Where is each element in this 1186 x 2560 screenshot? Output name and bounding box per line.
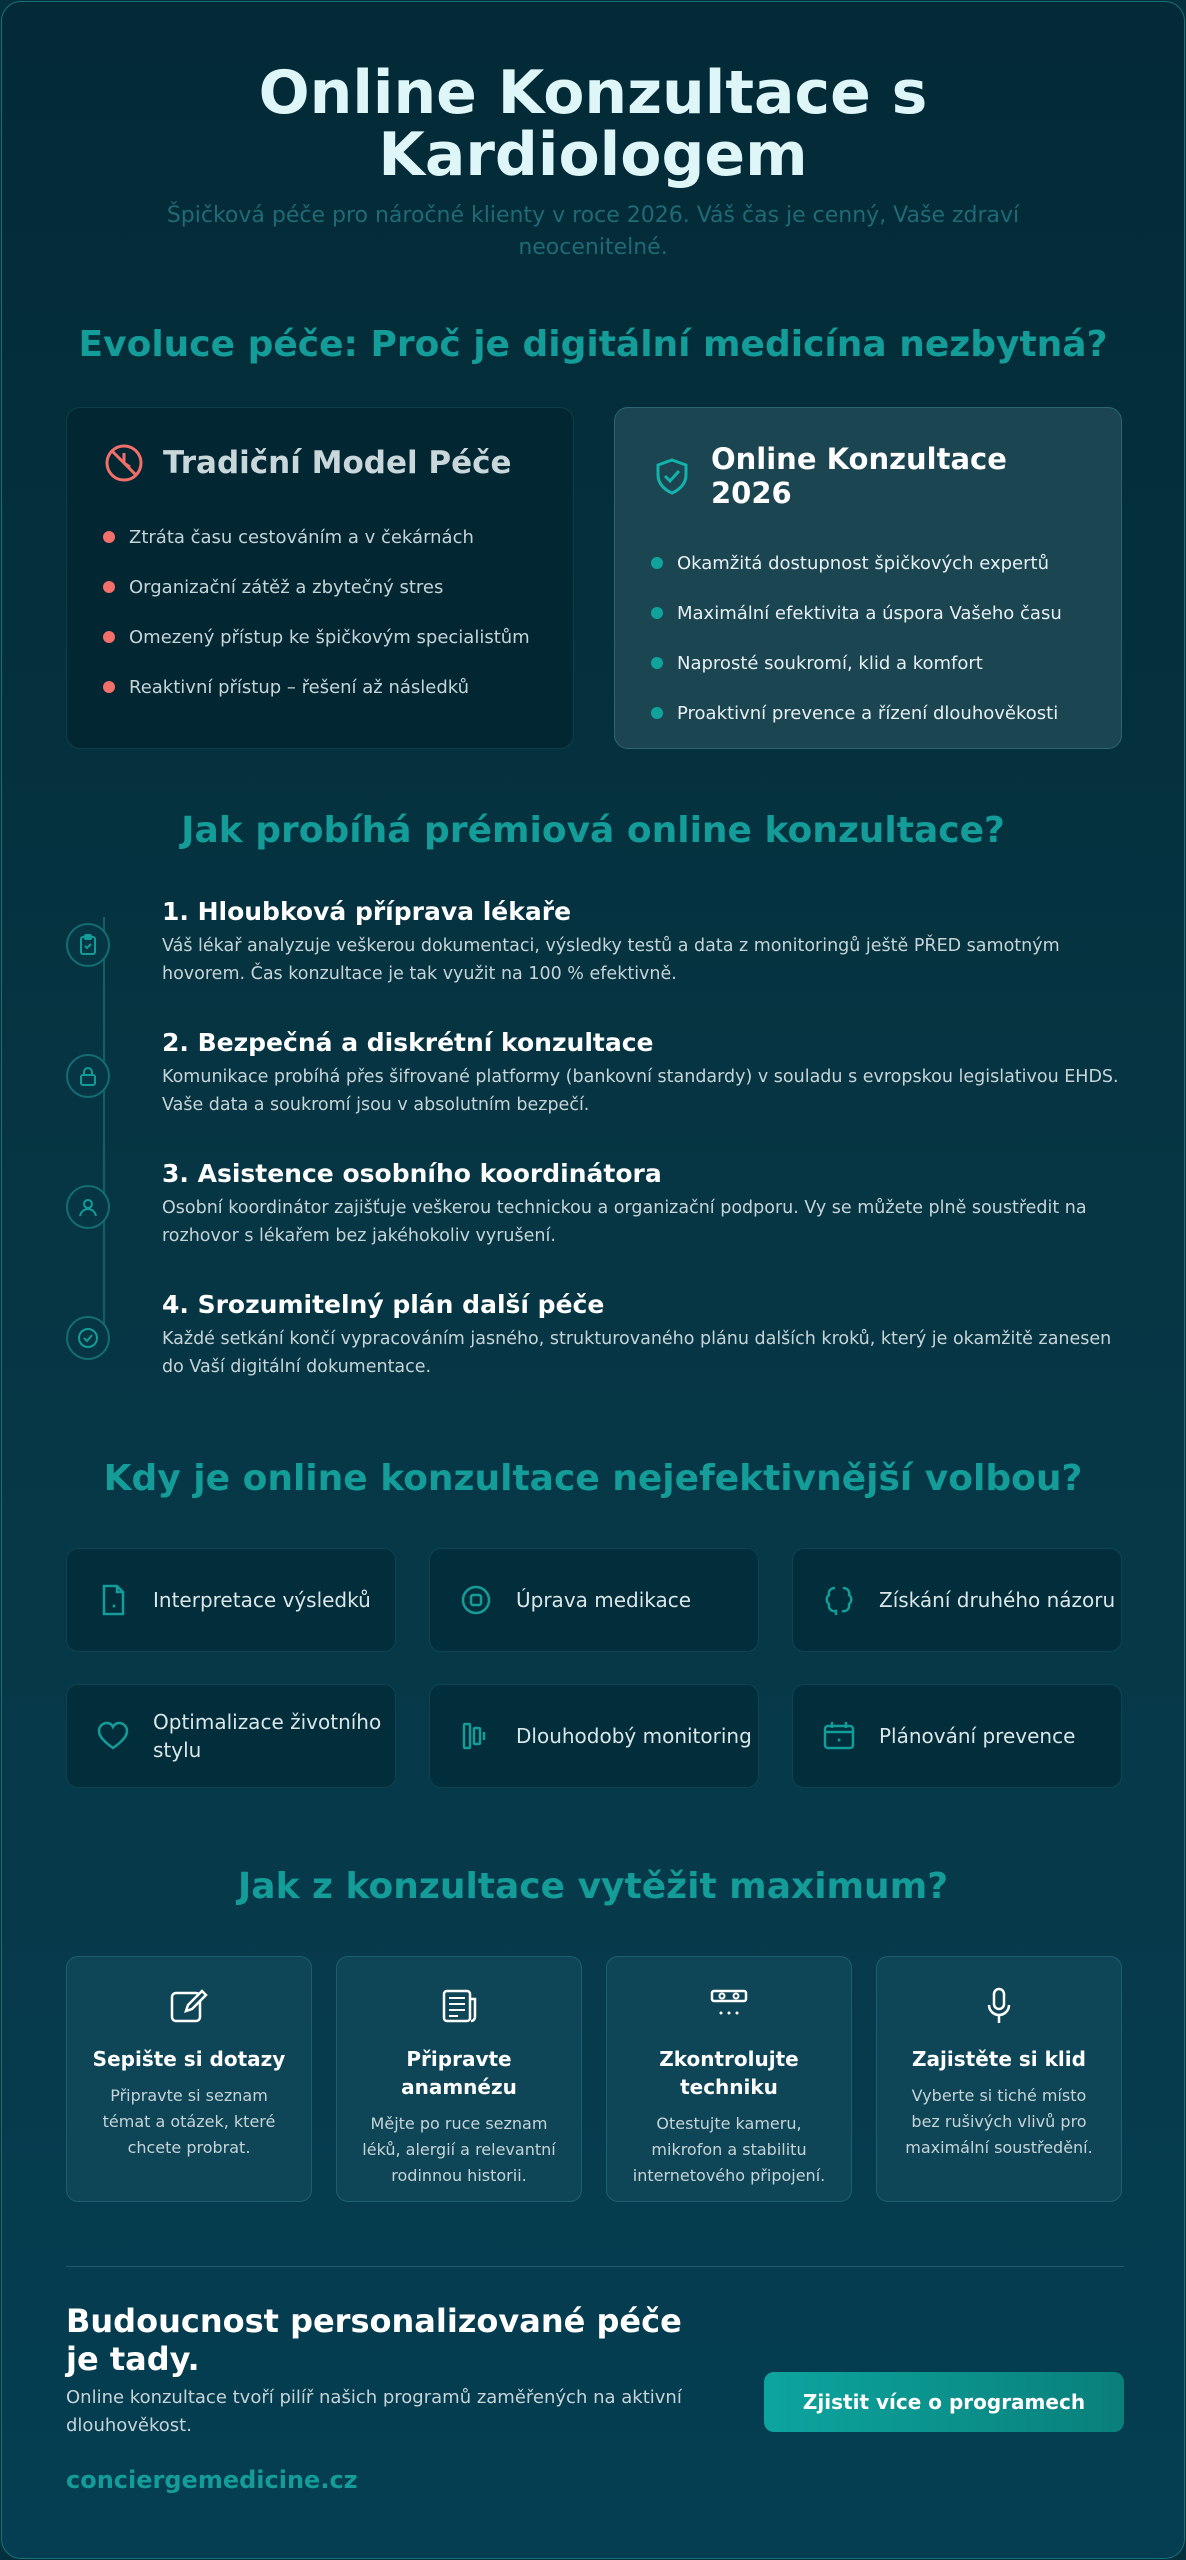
- tip-card: [66, 1956, 312, 2202]
- calendar-icon: [821, 1718, 857, 1754]
- document-icon: [95, 1582, 131, 1618]
- tip-card: [606, 1956, 852, 2202]
- step-title: 4. Srozumitelný plán další péče: [162, 1290, 605, 1319]
- list-item: Reaktivní přístup – řešení až následků: [103, 662, 537, 712]
- usecase-tile: Dlouhodobý monitoring: [429, 1684, 759, 1788]
- divider: [66, 2266, 1124, 2267]
- heart-icon: [95, 1718, 131, 1754]
- tip-text: Otestujte kameru, mikrofon a stabilitu internetového připojení.: [632, 2114, 826, 2185]
- user-icon: [66, 1185, 110, 1229]
- pill-icon: [458, 1582, 494, 1618]
- list-item: Organizační zátěž a zbytečný stres: [103, 562, 537, 612]
- usecase-tile: Plánování prevence: [792, 1684, 1122, 1788]
- hero: [2, 2, 1184, 264]
- newspaper-icon: [436, 1983, 482, 2029]
- usecases-title: Kdy je online konzultace nejefektivnější volbou?: [103, 1458, 1083, 1499]
- process-step: [66, 1290, 1126, 1421]
- lock-icon: [66, 1054, 110, 1098]
- online-title: Online Konzultace 2026: [711, 442, 1007, 510]
- process-steps: [66, 897, 1126, 1421]
- traditional-card: [66, 407, 574, 749]
- process-step: [66, 1159, 1126, 1290]
- list-item: Maximální efektivita a úspora Vašeho času: [651, 588, 1085, 638]
- list-item: Omezený přístup ke špičkovým specialistům: [103, 612, 537, 662]
- tip-title: Zajistěte si klid: [912, 2047, 1086, 2071]
- process-step: [66, 1028, 1126, 1159]
- check-circle-icon: [66, 1316, 110, 1360]
- brain-icon: [821, 1582, 857, 1618]
- footer-title: Budoucnost personalizované péče je tady.: [66, 2302, 682, 2378]
- online-card: [614, 407, 1122, 749]
- page-subtitle: Špičková péče pro náročné klienty v roce 2026. Váš čas je cenný, Vaše zdraví neocenitelné.: [166, 203, 1020, 260]
- footer-text: Online konzultace tvoří pilíř našich programů zaměřených na aktivní dlouhověkost.: [66, 2387, 682, 2436]
- learn-more-button[interactable]: Zjistit více o programech: [764, 2372, 1124, 2432]
- tip-card: [336, 1956, 582, 2202]
- no-clock-icon: [103, 442, 145, 484]
- tip-card: [876, 1956, 1122, 2202]
- monitor-icon: [458, 1718, 494, 1754]
- pencil-icon: [166, 1983, 212, 2029]
- tip-title: Sepište si dotazy: [92, 2047, 286, 2071]
- list-item: Naprosté soukromí, klid a komfort: [651, 638, 1085, 688]
- tips-title: Jak z konzultace vytěžit maximum?: [237, 1866, 949, 1907]
- step-text: Osobní koordinátor zajišťuje veškerou technickou a organizační podporu. Vy se můžete plně soustředit na rozhovor s lékařem bez jakéhokoliv vyrušení.: [162, 1198, 1087, 1246]
- tip-text: Vyberte si tiché místo bez rušivých vlivů pro maximální soustředění.: [905, 2086, 1093, 2157]
- usecase-tile: Interpretace výsledků: [66, 1548, 396, 1652]
- tips-row: [66, 1956, 1124, 2202]
- process-step: [66, 897, 1126, 1028]
- list-item: Ztráta času cestováním a v čekárnách: [103, 512, 537, 562]
- evolution-title: Evoluce péče: Proč je digitální medicína nezbytná?: [78, 324, 1108, 365]
- clipboard-icon: [66, 923, 110, 967]
- usecase-tile: Získání druhého názoru: [792, 1548, 1122, 1652]
- page: [1, 1, 1185, 2559]
- step-title: 2. Bezpečná a diskrétní konzultace: [162, 1028, 654, 1057]
- process-title: Jak probíhá prémiová online konzultace?: [181, 810, 1005, 851]
- page-title: Online Konzultace s Kardiologem: [258, 58, 928, 190]
- camera-icon: [706, 1983, 752, 2029]
- tip-title: Zkontrolujte techniku: [659, 2047, 799, 2099]
- usecase-tile: Optimalizace životního stylu: [66, 1684, 396, 1788]
- list-item: Okamžitá dostupnost špičkových expertů: [651, 538, 1085, 588]
- usecase-tile: Úprava medikace: [429, 1548, 759, 1652]
- step-text: Váš lékař analyzuje veškerou dokumentaci, výsledky testů a data z monitoringů ještě PŘED samotným hovorem. Čas konzultace je tak využit na 100 % efektivně.: [162, 936, 1060, 984]
- tip-title: Připravte anamnézu: [401, 2047, 517, 2099]
- tip-text: Mějte po ruce seznam léků, alergií a relevantní rodinnou historii.: [362, 2114, 556, 2185]
- step-text: Komunikace probíhá přes šifrované platformy (bankovní standardy) v souladu s evropskou legislativou EHDS. Vaše data a soukromí jsou v absolutním bezpečí.: [162, 1067, 1119, 1115]
- traditional-title: Tradiční Model Péče: [163, 445, 512, 481]
- list-item: Proaktivní prevence a řízení dlouhověkosti: [651, 688, 1085, 738]
- step-text: Každé setkání končí vypracováním jasného, strukturovaného plánu dalších kroků, který je okamžitě zanesen do Vaší digitální dokumentace.: [162, 1329, 1112, 1377]
- comparison: [66, 407, 1122, 749]
- microphone-icon: [976, 1983, 1022, 2029]
- step-title: 3. Asistence osobního koordinátora: [162, 1159, 662, 1188]
- step-title: 1. Hloubková příprava lékaře: [162, 897, 572, 926]
- shield-check-icon: [651, 455, 693, 497]
- tip-text: Připravte si seznam témat a otázek, které chcete probrat.: [102, 2086, 276, 2157]
- brand-link[interactable]: conciergemedicine.cz: [66, 2466, 358, 2494]
